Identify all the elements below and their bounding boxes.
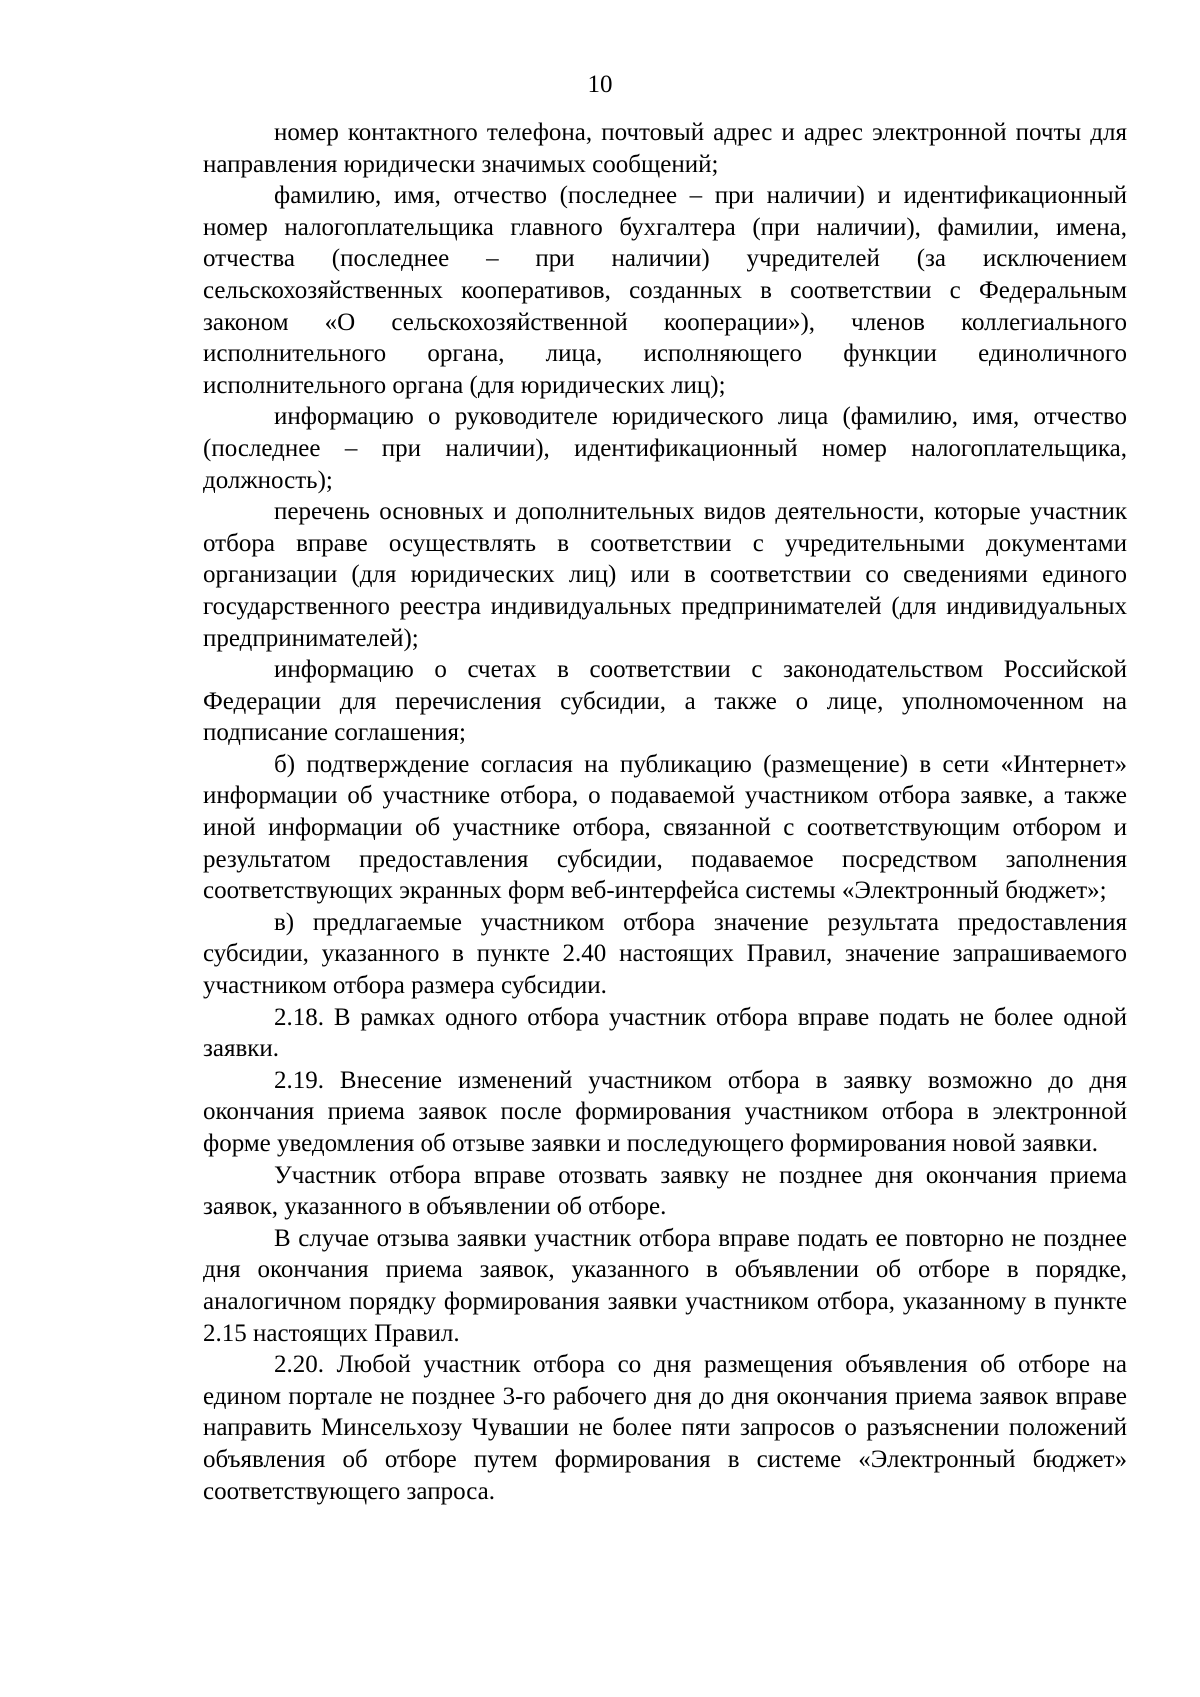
paragraph-withdraw: Участник отбора вправе отозвать заявку не позднее дня окончания приема заявок, указанного в объявлении об отборе.	[203, 1161, 1127, 1221]
paragraph-consent: б) подтверждение согласия на публикацию (размещение) в сети «Интернет» информации об участнике отбора, о подаваемой участником отбора заявке, а также иной информации об участнике отбора, связанной с соответствующим отбором и результатом предоставления субсидии, подаваемое посредством заполнения соответствующих экранных форм веб-интерфейса системы «Электронный бюджет»;	[203, 750, 1127, 905]
paragraph-2-20: 2.20. Любой участник отбора со дня размещения объявления об отборе на едином портале не позднее 3-го рабочего дня до дня окончания приема заявок вправе направить Минсельхозу Чувашии не более пяти запросов о разъяснении положений объявления об отборе путем формирования в системе «Электронный бюджет» соответствующего запроса.	[203, 1351, 1127, 1505]
paragraph-activities: перечень основных и дополнительных видов деятельности, которые участник отбора вправе осуществлять в соответствии с учредительными документами организации (для юридических лиц) или в соответствии со сведениями единого государственного реестра индивидуальных предпринимателей (для индивидуальных предпринимателей);	[203, 498, 1127, 652]
paragraph-head-info: информацию о руководителе юридического лица (фамилию, имя, отчество (последнее – при наличии), идентификационный номер налогоплательщика, должность);	[203, 403, 1127, 494]
document-body	[203, 117, 1127, 1507]
paragraph-2-18: 2.18. В рамках одного отбора участник отбора вправе подать не более одной заявки.	[203, 1003, 1127, 1063]
paragraph-result-values: в) предлагаемые участником отбора значение результата предоставления субсидии, указанного в пункте 2.40 настоящих Правил, значение запрашиваемого участником отбора размера субсидии.	[203, 908, 1127, 1000]
paragraph-resubmit: В случае отзыва заявки участник отбора вправе подать ее повторно не позднее дня окончания приема заявок, указанного в объявлении об отборе в порядке, аналогичном порядку формирования заявки участником отбора, указанному в пункте 2.15 настоящих Правил.	[203, 1224, 1127, 1347]
paragraph-contact-info: номер контактного телефона, почтовый адрес и адрес электронной почты для направления юридически значимых сообщений;	[203, 119, 1127, 178]
paragraph-accountant-founders: фамилию, имя, отчество (последнее – при наличии) и идентификационный номер налогоплательщика главного бухгалтера (при наличии), фамилии, имена, отчества (последнее – при наличии) учредителей (за исключением сельскохозяйственных кооперативов, созданных в соответствии с Федеральным законом «О сельскохозяйственной кооперации»), членов коллегиального исполнительного органа, лица, исполняющего функции единоличного исполнительного органа (для юридических лиц);	[203, 182, 1127, 399]
paragraph-accounts: информацию о счетах в соответствии с законодательством Российской Федерации для перечисления субсидии, а также о лице, уполномоченном на подписание соглашения;	[203, 656, 1127, 747]
paragraph-2-19: 2.19. Внесение изменений участником отбора в заявку возможно до дня окончания приема заявок после формирования участником отбора в электронной форме уведомления об отзыве заявки и последующего формирования новой заявки.	[203, 1066, 1127, 1157]
page-number: 10	[587, 71, 613, 98]
